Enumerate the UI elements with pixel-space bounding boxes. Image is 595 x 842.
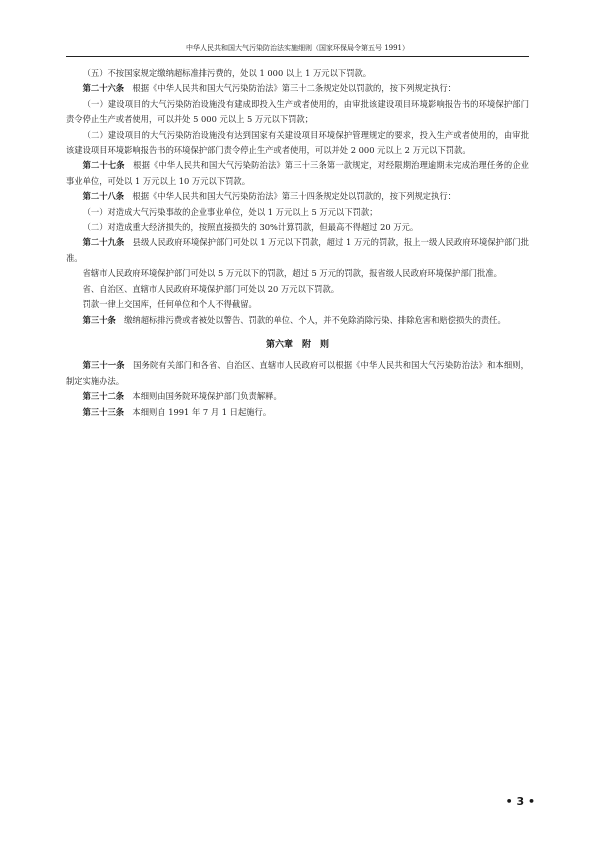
article-number: 第三十二条 <box>82 391 125 402</box>
paragraph: （二）建设项目的大气污染防治设施没有达到国家有关建设项目环境保护管理规定的要求，投入生产或者使用的，由审批该建设项目环境影响报告书的环境保护部门责令停止生产或者使用，可以并处 2 000 元以上 2 万元以下罚款。 <box>66 129 529 156</box>
article-number: 第三十一条 <box>82 360 125 371</box>
paragraph: 罚款一律上交国库，任何单位和个人不得截留。 <box>82 299 257 310</box>
paragraph: （二）对造成重大经济损失的，按照直接损失的 30%计算罚款，但最高不得超过 20 万元。 <box>82 222 419 233</box>
article-number: 第二十七条 <box>82 160 125 171</box>
article-30: 第三十条 缴纳超标排污费或者被处以警告、罚款的单位、个人，并不免除消除污染、排除危害和赔偿损失的责任。 <box>82 314 506 325</box>
article-28: 第二十八条 根据《中华人民共和国大气污染防治法》第三十四条规定处以罚款的，按下列规定执行： <box>82 191 456 202</box>
running-header <box>66 42 529 57</box>
article-number: 第二十六条 <box>82 83 125 94</box>
document-body <box>66 66 529 420</box>
article-number: 第三十条 <box>82 314 116 325</box>
article-27: 第二十七条 根据《中华人民共和国大气污染防治法》第三十三条第一款规定，对经限期治理逾期未完成治理任务的企业事业单位，可处以 1 万元以上 10 万元以下罚款。 <box>66 160 529 186</box>
article-32: 第三十二条 本细则由国务院环境保护部门负责解释。 <box>82 391 282 402</box>
running-header-title: 中华人民共和国大气污染防治法实施细则（国家环保局令第五号 1991） <box>185 44 410 52</box>
article-number: 第二十八条 <box>82 191 125 202</box>
paragraph: 省、自治区、直辖市人民政府环境保护部门可处以 20 万元以下罚款。 <box>82 283 340 294</box>
paragraph: （一）对造成大气污染事故的企业事业单位，处以 1 万元以上 5 万元以下罚款； <box>82 206 378 217</box>
article-number: 第三十三条 <box>82 406 125 417</box>
article-31: 第三十一条 国务院有关部门和各省、自治区、直辖市人民政府可以根据《中华人民共和国大气污染防治法》和本细则，制定实施办法。 <box>66 360 529 386</box>
article-33: 第三十三条 本细则自 1991 年 7 月 1 日起施行。 <box>82 406 272 417</box>
article-26: 第二十六条 根据《中华人民共和国大气污染防治法》第三十二条规定处以罚款的，按下列规定执行： <box>82 83 456 94</box>
article-number: 第二十九条 <box>82 237 125 248</box>
paragraph: 省辖市人民政府环境保护部门可处以 5 万元以下的罚款，超过 5 万元的罚款，报省级人民政府环境保护部门批准。 <box>82 268 502 279</box>
paragraph: （一）建设项目的大气污染防治设施没有建成即投入生产或者使用的，由审批该建设项目环境影响报告书的环境保护部门责令停止生产或者使用，可以并处 5 000 元以上 5 万元以下罚款； <box>66 98 529 125</box>
article-29: 第二十九条 县级人民政府环境保护部门可处以 1 万元以下罚款，超过 1 万元的罚款，报上一级人民政府环境保护部门批准。 <box>66 237 529 263</box>
paragraph: （五）不按国家规定缴纳超标准排污费的，处以 1 000 以上 1 万元以下罚款。 <box>82 68 372 78</box>
page-number: • 3 • <box>505 795 535 808</box>
chapter-heading: 第六章 附 则 <box>265 339 329 350</box>
